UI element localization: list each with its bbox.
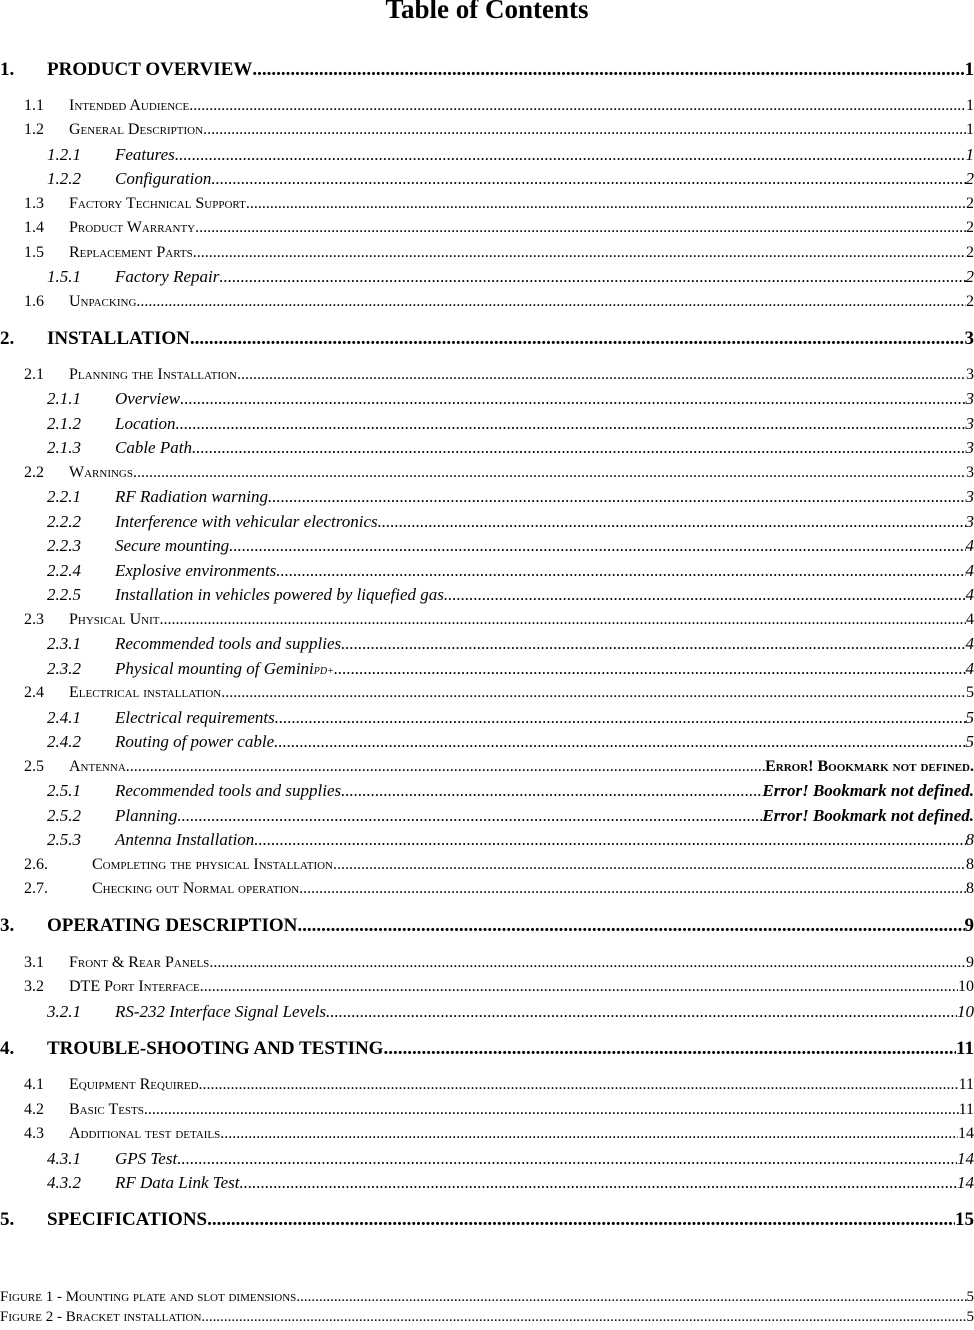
page-title: Table of Contents <box>0 0 974 25</box>
toc-entry[interactable] <box>0 582 974 608</box>
toc-entry[interactable] <box>0 509 974 535</box>
entry-title: Antenna <box>69 754 126 780</box>
section-number: 3.2.1 <box>47 999 81 1025</box>
entry-title: TROUBLE-SHOOTING AND TESTING <box>47 1036 383 1062</box>
toc-entry[interactable] <box>0 1121 974 1147</box>
dot-leader <box>378 509 966 535</box>
dot-leader <box>229 533 965 559</box>
dot-leader <box>190 326 965 352</box>
page-number: 3 <box>966 362 974 388</box>
dot-leader <box>237 362 966 388</box>
section-number: 3.1 <box>24 950 44 976</box>
page-number: 14 <box>957 1170 974 1196</box>
page-number: 3 <box>966 435 974 461</box>
dot-leader <box>275 705 966 731</box>
entry-title: Routing of power cable <box>115 729 274 755</box>
page-number: 1 <box>966 142 974 168</box>
section-number: 4.1 <box>24 1072 44 1098</box>
toc-entry[interactable] <box>0 191 974 217</box>
dot-leader <box>144 1097 959 1123</box>
page-number: 2 <box>966 240 974 266</box>
dot-leader <box>177 1146 957 1172</box>
entry-title: Equipment Required <box>69 1072 199 1098</box>
page-number: 4 <box>966 607 974 633</box>
section-number: 1.5 <box>24 240 44 266</box>
page-number: 11 <box>959 1072 974 1098</box>
entry-title: Replacement Parts <box>69 240 193 266</box>
page-number: 10 <box>958 974 974 1000</box>
toc-entry[interactable] <box>0 1146 974 1172</box>
entry-title: RS-232 Interface Signal Levels <box>115 999 326 1025</box>
page-number: 15 <box>955 1207 974 1233</box>
page-number: 3 <box>966 509 974 535</box>
section-number: 2.6. <box>24 852 48 878</box>
section-number: 2.2.2 <box>47 509 81 535</box>
entry-title: Electrical requirements <box>115 705 275 731</box>
dot-leader <box>219 264 965 290</box>
section-number: 3. <box>0 913 14 939</box>
page-number: 10 <box>957 999 974 1025</box>
toc-entry[interactable] <box>0 974 974 1000</box>
toc-entry[interactable] <box>0 386 974 412</box>
dot-leader <box>211 166 965 192</box>
toc-entry[interactable] <box>0 607 974 633</box>
entry-title: Checking out Normal operation <box>92 876 299 902</box>
dot-leader <box>200 974 958 1000</box>
page-number: 3 <box>966 484 974 510</box>
toc-entry[interactable] <box>0 1072 974 1098</box>
entry-title: Recommended tools and supplies <box>115 778 341 804</box>
toc-entry[interactable] <box>0 950 974 976</box>
page-number: 9 <box>966 950 974 976</box>
section-number: 1.1 <box>24 93 44 119</box>
page-number: 3 <box>965 326 974 352</box>
page-number: 8 <box>966 876 974 902</box>
toc-entry[interactable] <box>0 778 974 804</box>
entry-title: Basic Tests <box>69 1097 144 1123</box>
toc-entry[interactable] <box>0 264 974 290</box>
section-number: 2.4 <box>24 680 44 706</box>
section-number: 4. <box>0 1036 14 1062</box>
section-number: 4.2 <box>24 1097 44 1123</box>
dot-leader <box>192 435 966 461</box>
page-number: 3 <box>966 460 974 486</box>
section-number: 3.2 <box>24 974 44 1000</box>
page-number: 4 <box>966 533 974 559</box>
section-number: 1.6 <box>24 289 44 315</box>
page-number: 3 <box>966 411 974 437</box>
entry-title: RF Radiation warning <box>115 484 268 510</box>
entry-title: GPS Test <box>115 1146 177 1172</box>
toc-entry[interactable] <box>0 1207 974 1233</box>
page-number: 1 <box>966 93 974 119</box>
section-number: 1.2 <box>24 117 44 143</box>
toc-entry[interactable] <box>0 166 974 192</box>
section-number: 1.3 <box>24 191 44 217</box>
section-number: 2.5 <box>24 754 44 780</box>
dot-leader <box>189 93 966 119</box>
entry-title: Planning the Installation <box>69 362 237 388</box>
toc-entry[interactable] <box>0 142 974 168</box>
page-number: 11 <box>959 1097 974 1123</box>
entry-title: Physical Unit <box>69 607 159 633</box>
dot-leader <box>221 680 966 706</box>
dot-leader <box>195 215 966 241</box>
toc-entry[interactable] <box>0 460 974 486</box>
toc-entry[interactable] <box>0 435 974 461</box>
page-number: 4 <box>966 582 974 608</box>
entry-title: Explosive environments <box>115 558 276 584</box>
dot-leader <box>299 876 966 902</box>
toc-entry[interactable] <box>0 215 974 241</box>
page-number: 2 <box>966 264 974 290</box>
dot-leader <box>274 729 965 755</box>
figure-list-item[interactable] <box>0 1304 974 1330</box>
entry-title: Recommended tools and supplies <box>115 631 341 657</box>
dot-leader <box>177 803 762 829</box>
page-number: 5 <box>967 1284 974 1310</box>
dot-leader <box>199 1072 959 1098</box>
entry-title: Cable Path <box>115 435 192 461</box>
toc-entry[interactable] <box>0 289 974 315</box>
toc-entry[interactable] <box>0 362 974 388</box>
entry-title: Factory Repair <box>115 264 219 290</box>
toc-entry[interactable] <box>0 705 974 731</box>
page-number: 5 <box>966 680 974 706</box>
section-number: 2.2 <box>24 460 44 486</box>
entry-title: INSTALLATION <box>47 326 190 352</box>
toc-entry[interactable] <box>0 827 974 853</box>
section-number: 1.5.1 <box>47 264 81 290</box>
toc-entry[interactable] <box>0 117 974 143</box>
toc-entry[interactable] <box>0 754 974 780</box>
section-number: 2.5.2 <box>47 803 81 829</box>
entry-title: Features <box>115 142 175 168</box>
dot-leader <box>203 117 966 143</box>
section-number: 2.3 <box>24 607 44 633</box>
toc-entry[interactable] <box>0 1097 974 1123</box>
page-number: 8 <box>966 827 974 853</box>
section-number: 2.3.2 <box>47 656 81 682</box>
section-number: 1.4 <box>24 215 44 241</box>
entry-title: SPECIFICATIONS <box>47 1207 207 1233</box>
page-number: 5 <box>967 1304 974 1330</box>
section-number: 2.2.4 <box>47 558 81 584</box>
entry-title: Physical mounting of Gemini <box>115 656 314 682</box>
section-number: 2.2.1 <box>47 484 81 510</box>
dot-leader <box>175 411 965 437</box>
entry-title: Electrical installation <box>69 680 221 706</box>
section-number: 2.1 <box>24 362 44 388</box>
page-number: 2 <box>966 289 974 315</box>
entry-title: PRODUCT OVERVIEW <box>47 57 252 83</box>
toc-entry[interactable] <box>0 533 974 559</box>
dot-leader <box>276 558 965 584</box>
section-number: 2.3.1 <box>47 631 81 657</box>
page-number: Error! Bookmark not defined. <box>762 803 974 829</box>
page-number: 8 <box>966 852 974 878</box>
toc-entry[interactable] <box>0 729 974 755</box>
toc-entry[interactable] <box>0 999 974 1025</box>
section-number: 2.4.1 <box>47 705 81 731</box>
page-number: 3 <box>966 386 974 412</box>
dot-leader <box>240 1170 957 1196</box>
section-number: 2. <box>0 326 14 352</box>
dot-leader <box>246 191 966 217</box>
entry-title: Figure 2 - Bracket installation <box>0 1304 201 1330</box>
dot-leader <box>326 999 957 1025</box>
dot-leader <box>201 1304 966 1330</box>
section-number: 2.1.2 <box>47 411 81 437</box>
entry-title: Planning <box>115 803 177 829</box>
entry-title: RF Data Link Test <box>115 1170 240 1196</box>
dot-leader <box>448 582 965 608</box>
entry-title: General Description <box>69 117 203 143</box>
toc-entry[interactable] <box>0 680 974 706</box>
page-number: 4 <box>966 558 974 584</box>
dot-leader <box>193 240 966 266</box>
entry-title: Location <box>115 411 175 437</box>
entry-title: Product Warranty <box>69 215 195 241</box>
toc-entry[interactable] <box>0 411 974 437</box>
page-number: 1 <box>966 117 974 143</box>
page-number: 4 <box>966 656 974 682</box>
page-number: 11 <box>956 1036 974 1062</box>
entry-title: Intended Audience <box>69 93 189 119</box>
page-number: 2 <box>966 215 974 241</box>
toc-entry[interactable] <box>0 852 974 878</box>
toc-entry[interactable] <box>0 484 974 510</box>
entry-title: Secure mounting <box>115 533 229 559</box>
dot-leader <box>341 631 965 657</box>
section-number: 2.4.2 <box>47 729 81 755</box>
page-number: Error! Bookmark not defined. <box>762 778 974 804</box>
section-number: 2.5.1 <box>47 778 81 804</box>
toc-entry[interactable] <box>0 326 974 352</box>
dot-leader <box>297 913 964 939</box>
page-number: Error! Bookmark not defined. <box>765 754 974 780</box>
section-number: 1.2.1 <box>47 142 81 168</box>
entry-title: OPERATING DESCRIPTION <box>47 913 297 939</box>
page-number: 4 <box>966 631 974 657</box>
dot-leader <box>136 289 966 315</box>
toc-entry[interactable] <box>0 558 974 584</box>
page-number: 14 <box>958 1121 974 1147</box>
dot-leader <box>180 386 965 412</box>
dot-leader <box>126 754 765 780</box>
entry-title: Factory Technical Support <box>69 191 246 217</box>
section-number: 4.3 <box>24 1121 44 1147</box>
page-number: 14 <box>957 1146 974 1172</box>
dot-leader <box>252 57 964 83</box>
section-number: 2.2.5 <box>47 582 81 608</box>
page-number: 2 <box>966 191 974 217</box>
dot-leader <box>220 1121 958 1147</box>
entry-title: Additional test details <box>69 1121 220 1147</box>
toc-entry[interactable] <box>0 1170 974 1196</box>
page-number: 5 <box>966 729 974 755</box>
entry-title: Overview <box>115 386 180 412</box>
page-number: 2 <box>966 166 974 192</box>
dot-leader <box>337 852 966 878</box>
dot-leader <box>209 950 966 976</box>
entry-title: DTE Port Interface <box>69 974 200 1000</box>
section-number: 2.1.3 <box>47 435 81 461</box>
toc-entry[interactable] <box>0 1036 974 1062</box>
entry-title: Interference with vehicular electronics <box>115 509 378 535</box>
entry-title: Completing the physical Installation. <box>92 852 337 878</box>
entry-title: Configuration <box>115 166 211 192</box>
page-number: 1 <box>965 57 974 83</box>
dot-leader <box>175 142 966 168</box>
entry-title: Figure 1 - Mounting plate and slot dimensions <box>0 1284 296 1310</box>
toc-entry[interactable] <box>0 631 974 657</box>
dot-leader <box>268 484 966 510</box>
dot-leader <box>254 827 965 853</box>
entry-title: Front & Rear Panels <box>69 950 209 976</box>
section-number: 1. <box>0 57 14 83</box>
entry-title: Antenna Installation <box>115 827 254 853</box>
entry-title: Warnings <box>69 460 133 486</box>
section-number: 1.2.2 <box>47 166 81 192</box>
dot-leader <box>334 656 966 682</box>
dot-leader <box>159 607 966 633</box>
dot-leader <box>383 1036 956 1062</box>
toc-entry[interactable] <box>0 913 974 939</box>
toc-entry[interactable] <box>0 240 974 266</box>
toc-entry[interactable] <box>0 803 974 829</box>
toc-entry[interactable]: 2.3.2 Physical mounting of Gemini PD+ ..... 4 <box>0 656 974 682</box>
toc-entry[interactable] <box>0 93 974 119</box>
page-number: 5 <box>966 705 974 731</box>
section-number: 2.2.3 <box>47 533 81 559</box>
section-number: 2.7. <box>24 876 48 902</box>
entry-title: Installation in vehicles powered by liquefied gas. <box>115 582 448 608</box>
page-number: 9 <box>965 913 974 939</box>
section-number: 5. <box>0 1207 14 1233</box>
dot-leader <box>207 1207 955 1233</box>
dot-leader <box>133 460 966 486</box>
section-number: 4.3.2 <box>47 1170 81 1196</box>
section-number: 4.3.1 <box>47 1146 81 1172</box>
entry-title: Unpacking <box>69 289 136 315</box>
dot-leader <box>341 778 762 804</box>
toc-entry[interactable] <box>0 57 974 83</box>
section-number: 2.5.3 <box>47 827 81 853</box>
toc-entry[interactable] <box>0 876 974 902</box>
section-number: 2.1.1 <box>47 386 81 412</box>
